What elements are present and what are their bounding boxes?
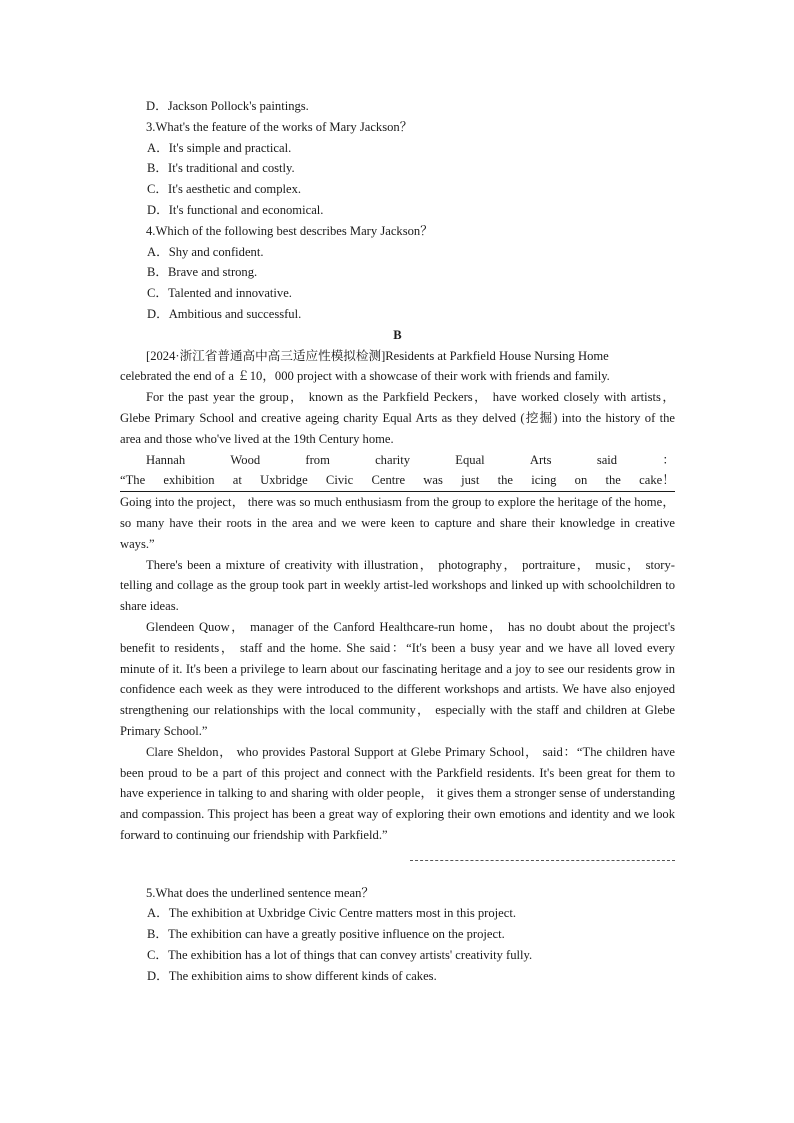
word: at: [232, 473, 242, 488]
q5-option-d: D．The exhibition aims to show different kinds of cakes.: [147, 968, 437, 983]
word: Uxbridge: [260, 473, 308, 488]
word: charity: [375, 452, 411, 467]
word: cake！: [639, 473, 675, 488]
word: Hannah: [146, 452, 186, 467]
word: exhibition: [163, 473, 215, 488]
q2-option-d: D．Jackson Pollock's paintings.: [146, 99, 309, 113]
q3-option-b: B．It's traditional and costly.: [147, 161, 295, 176]
word: ：: [662, 452, 675, 467]
word: the: [605, 473, 621, 488]
q3-stem: 3.What's the feature of the works of Mary Jackson？: [146, 119, 413, 134]
word: Equal: [455, 452, 485, 467]
q4-option-b: B．Brave and strong.: [147, 265, 258, 280]
q4-option-a: A．Shy and confident.: [147, 244, 264, 259]
passage-p3-speaker-line: [120, 450, 675, 471]
word: Centre: [371, 473, 406, 488]
word: Wood: [230, 452, 261, 467]
passage-p6: Clare Sheldon， who provides Pastoral Support at Glebe Primary School， said：“The children have been proud to be a part of this project and connect with the Parkfield residents. It's been great for them to have experience in talking to and sharing with older people， it gives them a stronger sense of understanding and compassion. This project has been a great way of exploring their own emotions and identity and we look forward to continuing our friendship with Parkfield.”: [120, 744, 675, 842]
word: was: [423, 473, 443, 488]
word: Arts: [529, 452, 552, 467]
word: on: [574, 473, 588, 488]
word: the: [497, 473, 513, 488]
q4-stem: 4.Which of the following best describes Mary Jackson？: [146, 223, 433, 238]
section-label: B: [393, 327, 402, 342]
q4-option-c: C．Talented and innovative.: [147, 286, 292, 301]
q3-option-a: A．It's simple and practical.: [147, 140, 292, 155]
passage-p2: For the past year the group， known as the Parkfield Peckers， have worked closely with artists， Glebe Primary School and creative ageing charity Equal Arts as they delved (挖掘) into the history of the area and those who've lived at the 19th Century home.: [120, 390, 675, 446]
passage-p1-line1: [2024·浙江省普通高中高三适应性模拟检测]Residents at Parkfield House Nursing Home: [146, 348, 609, 363]
word: from: [305, 452, 330, 467]
passage-p4: There's been a mixture of creativity with illustration， photography， portraiture， music， story-telling and collage as the group took part in weekly artist-led workshops and linked up with schoolchildren to share ideas.: [120, 557, 675, 614]
passage-p3-rest: Going into the project， there was so much enthusiasm from the group to explore the heritage of the home， so many have their roots in the area and we were keen to capture and share their knowledge in creative ways.”: [120, 495, 675, 551]
word: icing: [531, 473, 557, 488]
word: “The: [120, 473, 146, 488]
q3-option-d: D．It's functional and economical.: [147, 202, 324, 217]
q5-stem: 5.What does the underlined sentence mean？: [146, 885, 375, 900]
q4-option-d: D．Ambitious and successful.: [147, 306, 302, 321]
q5-option-b: B．The exhibition can have a greatly positive influence on the project.: [147, 927, 505, 942]
passage-p5: Glendeen Quow， manager of the Canford Healthcare-run home， has no doubt about the project's benefit to residents， staff and the home. She said：“It's been a busy year and we have all loved every minute of it. It's been a privilege to learn about our fascinating heritage and a joy to see our residents grow in confidence each week as they were introduced to the different workshops and artists. We have also enjoyed strengthening our relationships with the local community， especially with the staff and children at Glebe Primary School.”: [120, 619, 675, 738]
q5-option-c: C．The exhibition has a lot of things that can convey artists' creativity fully.: [147, 948, 533, 963]
word: just: [461, 473, 480, 488]
q5-option-a: A．The exhibition at Uxbridge Civic Centre matters most in this project.: [147, 906, 516, 921]
q3-option-c: C．It's aesthetic and complex.: [147, 182, 302, 197]
passage-p1-line2: celebrated the end of a ￡10，000 project with a showcase of their work with friends and family.: [120, 369, 610, 384]
worksheet-page: [120, 96, 675, 987]
word: Civic: [325, 473, 354, 488]
underlined-sentence: [120, 470, 675, 492]
word: said: [596, 452, 618, 467]
